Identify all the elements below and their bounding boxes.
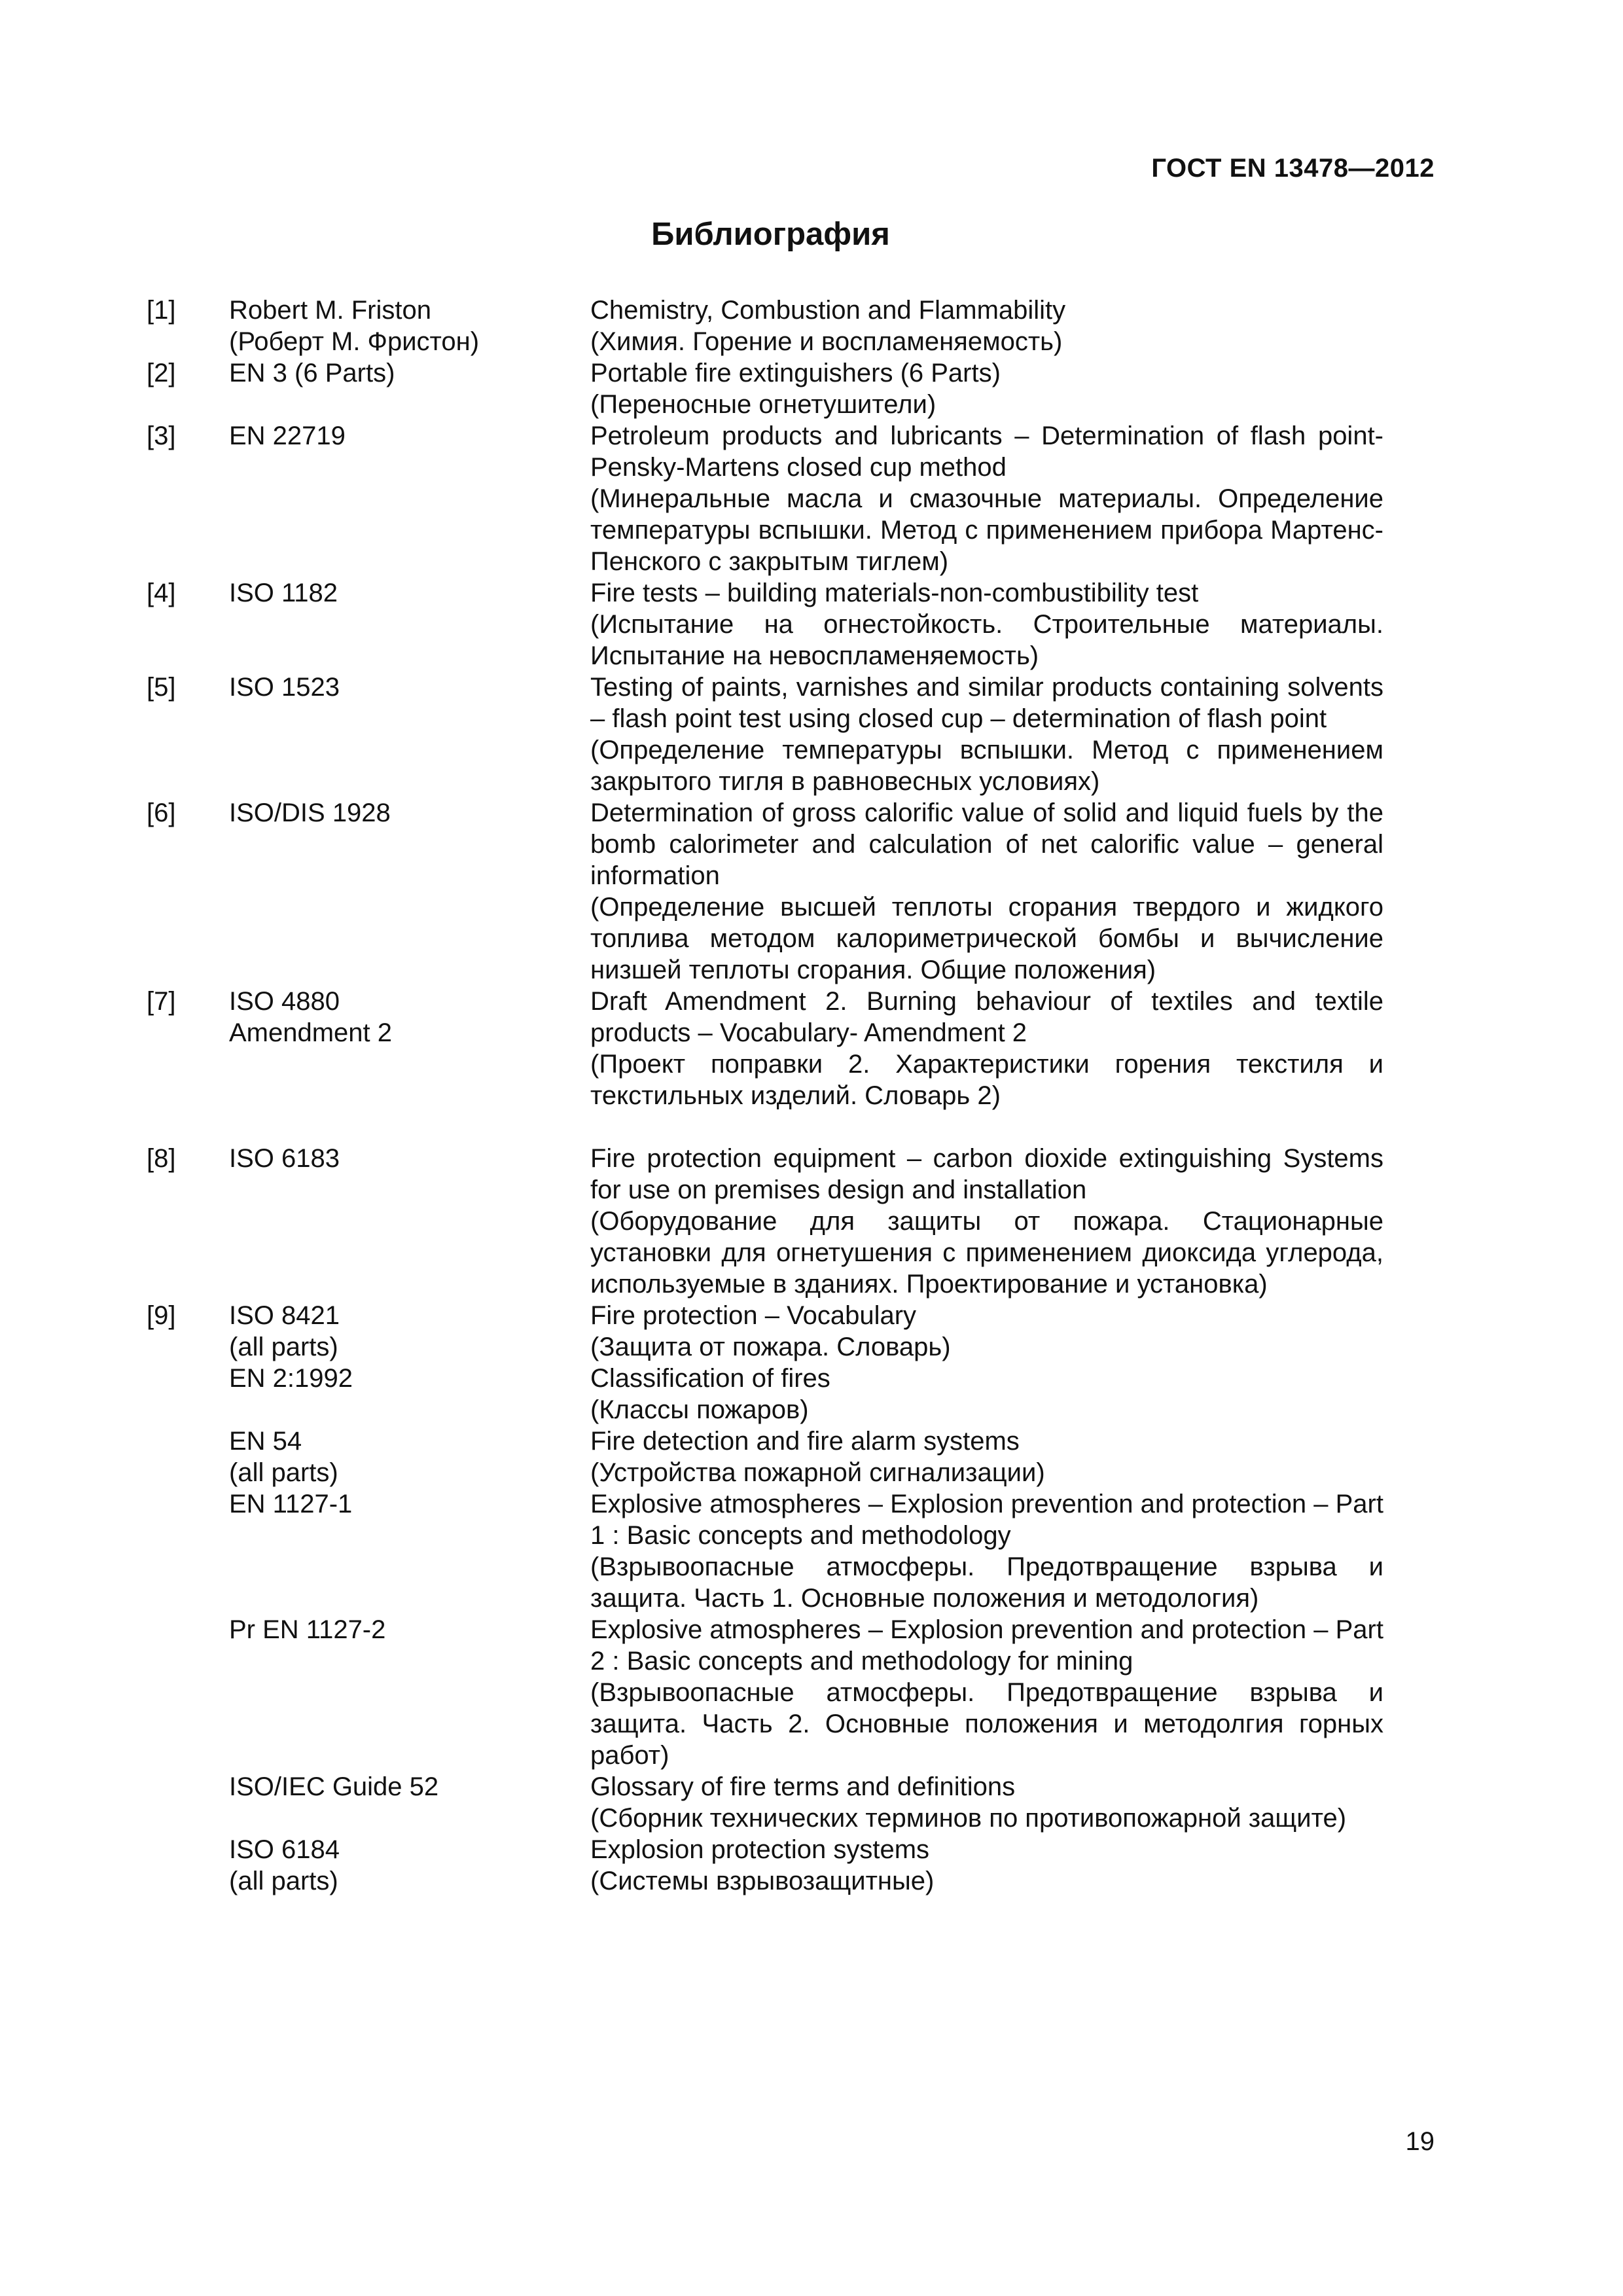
reference-item bbox=[229, 1834, 1383, 1897]
entry-number: [7] bbox=[147, 987, 176, 1016]
entry-number: [2] bbox=[147, 359, 176, 387]
entry-number: [5] bbox=[147, 673, 176, 702]
standard-designation: Robert M. Friston (Роберт М. Фристон) bbox=[229, 296, 480, 356]
reference-item bbox=[229, 986, 1383, 1111]
entry-number: [8] bbox=[147, 1144, 176, 1173]
reference-description: Draft Amendment 2. Burning behaviour of textiles and textile products – Vocabulary- Amendment 2 (Проект поправки 2. Характеристики горения текстиля и текстильных изделий. Словарь 2) bbox=[590, 987, 1383, 1110]
reference-description: Fire protection – Vocabulary (Защита от пожара. Словарь) bbox=[590, 1301, 951, 1361]
bibliography-entry bbox=[147, 986, 1383, 1111]
standard-designation: EN 3 (6 Parts) bbox=[229, 359, 395, 387]
reference-description: Fire protection equipment – carbon dioxide extinguishing Systems for use on premises design and installation (Оборудование для защиты от пожара. Стационарные установки для огнетушения с применением диоксида углерода, используемые в зданиях. Проектирование и установка) bbox=[590, 1144, 1383, 1299]
reference-description: Petroleum products and lubricants – Determination of flash point-Pensky-Martens closed cup method (Минеральные масла и смазочные материалы. Определение температуры вспышки. Метод с применением прибора Мартенс-Пенского с закрытым тиглем) bbox=[590, 422, 1383, 576]
bibliography-entry bbox=[147, 672, 1383, 797]
reference-description: Explosive atmospheres – Explosion prevention and protection – Part 2 : Basic concepts and methodology for mining (Взрывоопасные атмосферы. Предотвращение взрыва и защита. Часть 2. Основные положения и методолгия горных работ) bbox=[590, 1615, 1383, 1770]
bibliography-entry bbox=[147, 1143, 1383, 1300]
reference-description: Fire detection and fire alarm systems (Устройства пожарной сигнализации) bbox=[590, 1427, 1045, 1487]
standard-designation: ISO 1523 bbox=[229, 673, 340, 702]
entry-number: [6] bbox=[147, 798, 176, 827]
bibliography-entry bbox=[147, 420, 1383, 577]
standard-designation: ISO 4880 Amendment 2 bbox=[229, 987, 393, 1047]
reference-description: Chemistry, Combustion and Flammability (Химия. Горение и воспламеняемость) bbox=[590, 296, 1066, 356]
standard-designation: ISO/IEC Guide 52 bbox=[229, 1772, 439, 1801]
reference-description: Classification of fires (Классы пожаров) bbox=[590, 1364, 830, 1424]
bibliography-entry bbox=[147, 295, 1383, 357]
bibliography-entry bbox=[147, 1300, 1383, 1897]
reference-description: Portable fire extinguishers (6 Parts) (Переносные огнетушители) bbox=[590, 359, 1001, 419]
page-number: 19 bbox=[1405, 2127, 1435, 2156]
reference-item bbox=[229, 420, 1383, 577]
reference-description: Testing of paints, varnishes and similar products containing solvents – flash point test using closed cup – determination of flash point (Определение температуры вспышки. Метод с применением закрытого тигля в равновесных условиях) bbox=[590, 673, 1383, 796]
reference-item bbox=[229, 1363, 1383, 1426]
document-code: ГОСТ EN 13478—2012 bbox=[1151, 154, 1435, 183]
reference-description: Determination of gross calorific value of solid and liquid fuels by the bomb calorimeter and calculation of net calorific value – general information (Определение высшей теплоты сгорания твердого и жидкого топлива методом калориметрической бомбы и вычисление низшей теплоты сгорания. Общие положения) bbox=[590, 798, 1383, 984]
reference-description: Glossary of fire terms and definitions (Сборник технических терминов по противопожарной защите) bbox=[590, 1772, 1347, 1833]
entry-number: [4] bbox=[147, 579, 176, 607]
reference-item bbox=[229, 357, 1383, 420]
bibliography-entry bbox=[147, 797, 1383, 986]
standard-designation: EN 2:1992 bbox=[229, 1364, 353, 1393]
reference-item bbox=[229, 1426, 1383, 1488]
entry-number: [9] bbox=[147, 1301, 176, 1330]
standard-designation: ISO 6183 bbox=[229, 1144, 340, 1173]
reference-item bbox=[229, 797, 1383, 986]
standard-designation: ISO/DIS 1928 bbox=[229, 798, 391, 827]
entry-number: [1] bbox=[147, 296, 176, 325]
standard-designation: ISO 1182 bbox=[229, 579, 338, 607]
standard-designation: Pr EN 1127-2 bbox=[229, 1615, 386, 1644]
bibliography-list bbox=[147, 295, 1383, 1897]
standard-designation: EN 54 (all parts) bbox=[229, 1427, 338, 1487]
bibliography-entry bbox=[147, 357, 1383, 420]
reference-item bbox=[229, 1488, 1383, 1614]
reference-description: Explosion protection systems (Системы взрывозащитные) bbox=[590, 1835, 935, 1895]
standard-designation: EN 1127-1 bbox=[229, 1490, 353, 1518]
page-title: Библиография bbox=[651, 217, 890, 252]
standard-designation: ISO 6184 (all parts) bbox=[229, 1835, 340, 1895]
reference-item bbox=[229, 1300, 1383, 1363]
reference-item bbox=[229, 577, 1383, 672]
entry-number: [3] bbox=[147, 422, 176, 450]
reference-description: Fire tests – building materials-non-combustibility test (Испытание на огнестойкость. Строительные материалы. Испытание на невоспламеняемость) bbox=[590, 579, 1383, 670]
bibliography-entry bbox=[147, 577, 1383, 672]
reference-item bbox=[229, 1771, 1383, 1834]
reference-item bbox=[229, 1614, 1383, 1771]
standard-designation: EN 22719 bbox=[229, 422, 346, 450]
reference-description: Explosive atmospheres – Explosion prevention and protection – Part 1 : Basic concepts and methodology (Взрывоопасные атмосферы. Предотвращение взрыва и защита. Часть 1. Основные положения и методология) bbox=[590, 1490, 1383, 1613]
reference-item bbox=[229, 672, 1383, 797]
reference-item bbox=[229, 1143, 1383, 1300]
reference-item bbox=[229, 295, 1383, 357]
standard-designation: ISO 8421 (all parts) bbox=[229, 1301, 340, 1361]
